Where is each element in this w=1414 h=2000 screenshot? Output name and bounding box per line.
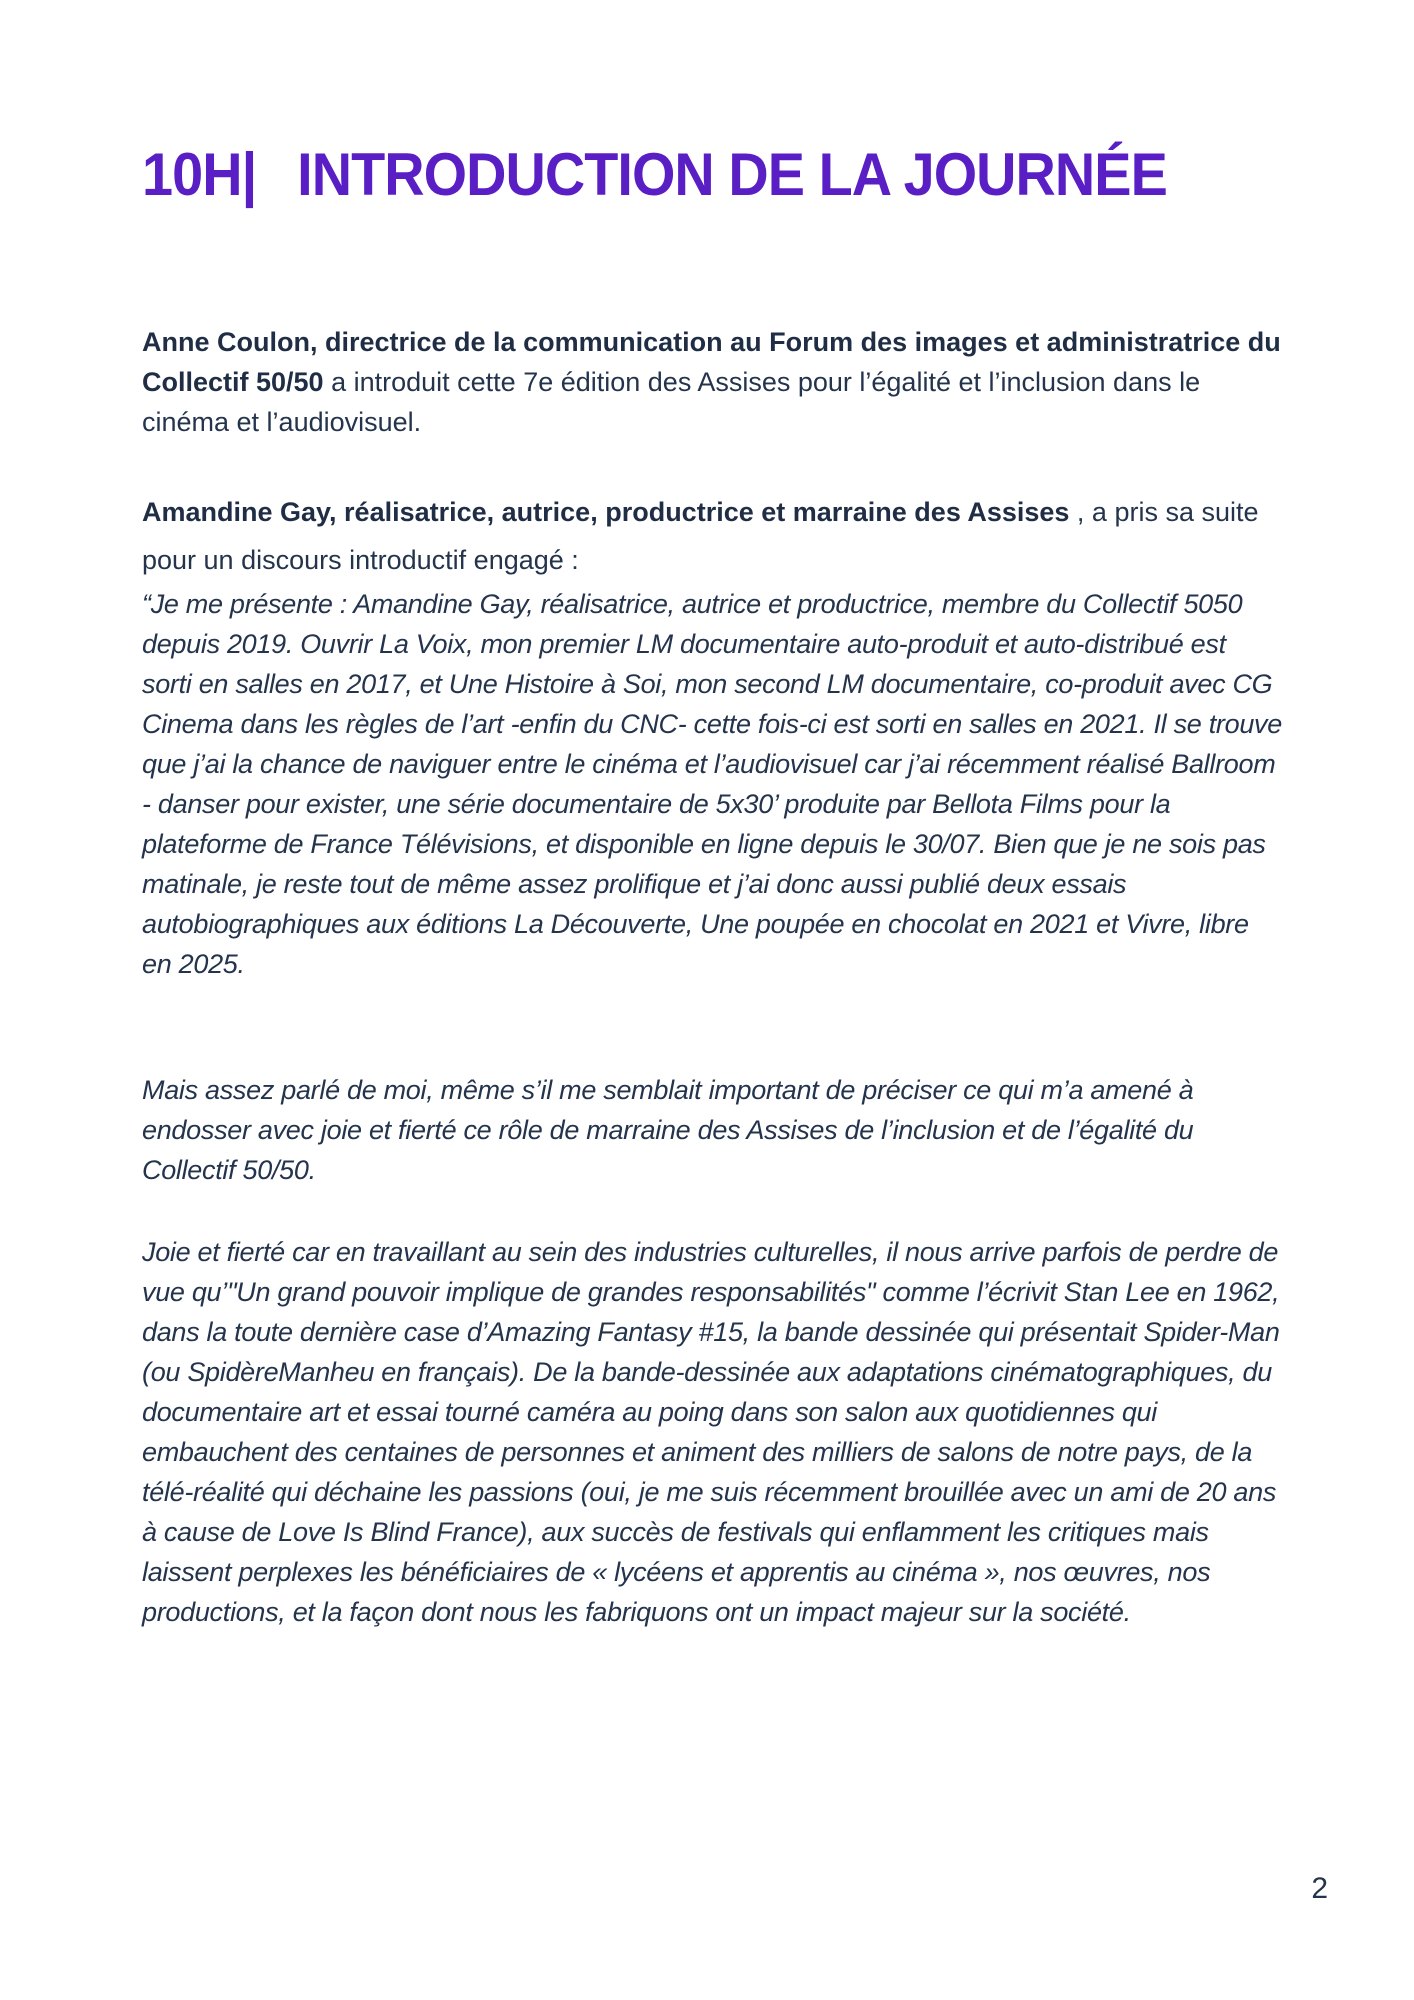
intro-paragraph-amandine-gay (142, 488, 1282, 584)
section-time: 10H| (142, 141, 257, 208)
section-title (142, 140, 1167, 209)
section-heading: INTRODUCTION DE LA JOURNÉE (297, 141, 1167, 208)
quote-paragraph-3: Joie et fierté car en travaillant au sein des industries culturelles, il nous arrive parfois de perdre de vue qu’"Un grand pouvoir implique de grandes responsabilités" comme l’écrivit Stan Lee en 1962, dans la toute dernière case d’Amazing Fantasy #15, la bande dessinée qui présentait Spider-Man (ou SpidèreManheu en français). De la bande-dessinée aux adaptations cinématographiques, du documentaire art et essai tourné caméra au poing dans son salon aux quotidiennes qui embauchent des centaines de personnes et animent des milliers de salons de notre pays, de la télé-réalité qui déchaine les passions (oui, je me suis récemment brouillée avec un ami de 20 ans à cause de Love Is Blind France), aux succès de festivals qui enflamment les critiques mais laissent perplexes les bénéficiaires de « lycéens et apprentis au cinéma », nos œuvres, nos productions, et la façon dont nous les fabriquons ont un impact majeur sur la société. (142, 1237, 1280, 1627)
speaker-name-amandine-gay: Amandine Gay, réalisatrice, autrice, productrice et marraine des Assises (142, 497, 1070, 527)
speaker-name-anne-coulon: Anne Coulon, directrice de la communication au Forum des images et administratrice du Collectif 50/50 (142, 327, 1281, 397)
intro-paragraph-anne-coulon (142, 322, 1282, 442)
intro-text-amandine-gay: , a pris sa suite pour un discours introductif engagé : (142, 497, 1259, 575)
quote-paragraph-1: “Je me présente : Amandine Gay, réalisatrice, autrice et productrice, membre du Collectif 5050 depuis 2019. Ouvrir La Voix, mon premier LM documentaire auto-produit et auto-distribué est sorti en salles en 2017, et Une Histoire à Soi, mon second LM documentaire, co-produit avec CG Cinema dans les règles de l’art -enfin du CNC- cette fois-ci est sorti en salles en 2021. Il se trouve que j’ai la chance de naviguer entre le cinéma et l’audiovisuel car j’ai récemment réalisé Ballroom - danser pour exister, une série documentaire de 5x30’ produite par Bellota Films pour la plateforme de France Télévisions, et disponible en ligne depuis le 30/07. Bien que je ne sois pas matinale, je reste tout de même assez prolifique et j’ai donc aussi publié deux essais autobiographiques aux éditions La Découverte, Une poupée en chocolat en 2021 et Vivre, libre en 2025. (142, 589, 1282, 979)
page-number: 2 (1311, 1872, 1328, 1905)
intro-text-anne-coulon: a introduit cette 7e édition des Assises pour l’égalité et l’inclusion dans le cinéma et l’audiovisuel. (142, 367, 1201, 437)
quote-paragraph-2: Mais assez parlé de moi, même s’il me semblait important de préciser ce qui m’a amené à endosser avec joie et fierté ce rôle de marraine des Assises de l’inclusion et de l’égalité du Collectif 50/50. (142, 1075, 1194, 1185)
